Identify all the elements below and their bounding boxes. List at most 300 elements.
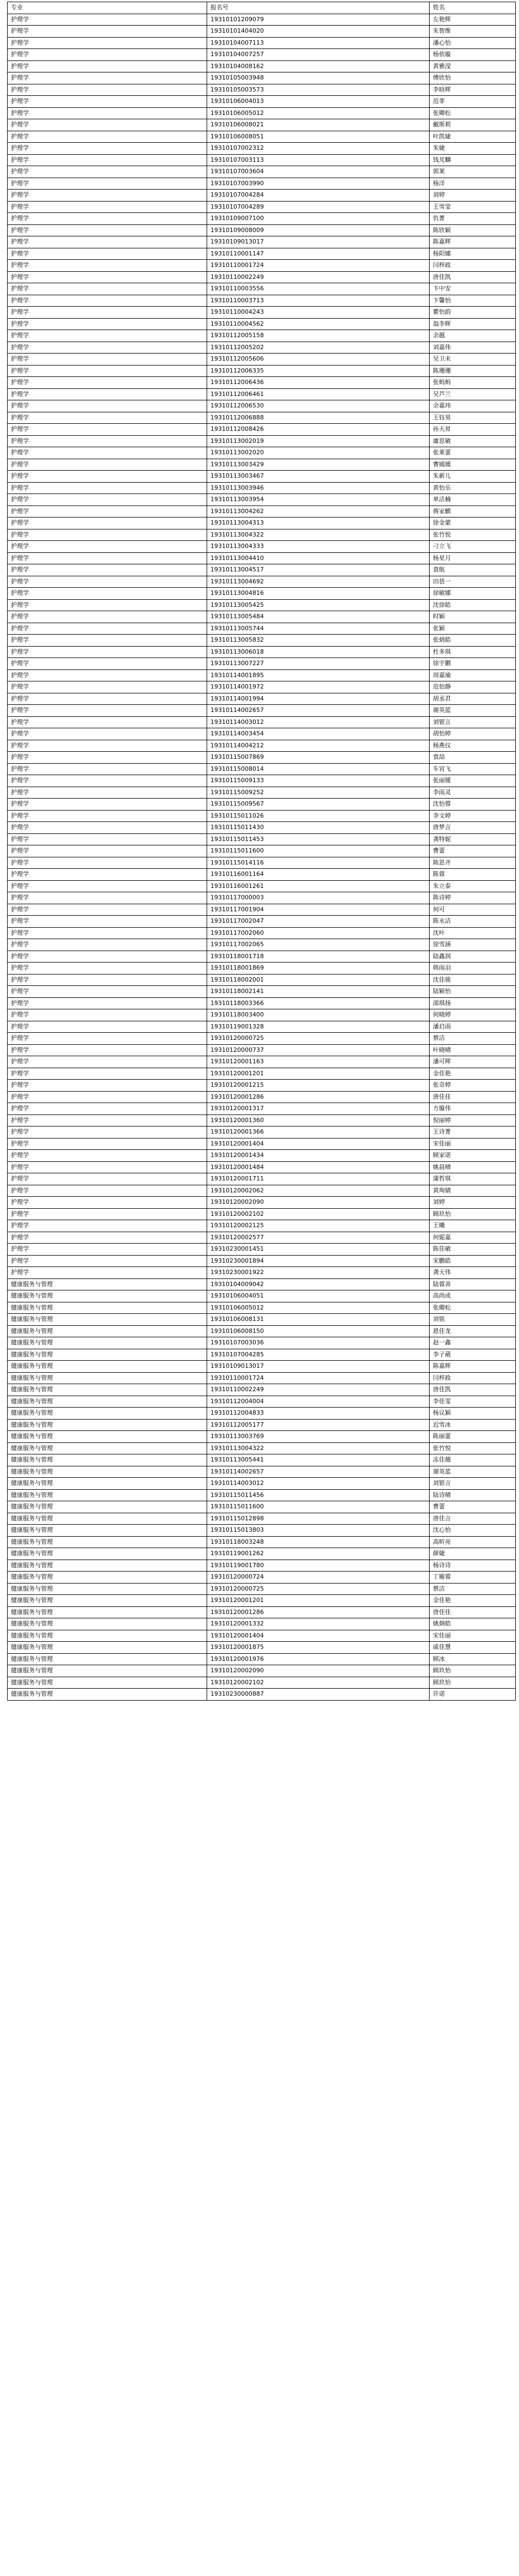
cell-major: 护理学 [8,435,207,447]
cell-registration-number: 19310113003769 [207,1431,430,1443]
cell-major: 护理学 [8,752,207,764]
cell-name: 钱芃麟 [430,154,516,166]
table-row [8,1489,516,1501]
cell-major: 护理学 [8,1009,207,1021]
cell-major: 护理学 [8,1091,207,1103]
cell-registration-number: 19310120000725 [207,1033,430,1045]
cell-registration-number: 19310105003948 [207,72,430,84]
cell-name: 王曦 [430,1220,516,1232]
cell-major: 护理学 [8,412,207,424]
table-row [8,201,516,213]
cell-major: 健康服务与管理 [8,1606,207,1618]
cell-name: 徐敏娜 [430,588,516,600]
cell-registration-number: 19310120000724 [207,1572,430,1584]
table-row [8,1126,516,1138]
cell-registration-number: 19310113005441 [207,1454,430,1466]
cell-name: 周嘉瑜 [430,669,516,681]
cell-major: 健康服务与管理 [8,1361,207,1373]
cell-registration-number: 19310106008021 [207,119,430,131]
cell-registration-number: 19310113005484 [207,611,430,623]
cell-registration-number: 19310113002020 [207,447,430,459]
cell-registration-number: 19310110001147 [207,248,430,260]
cell-major: 健康服务与管理 [8,1665,207,1677]
cell-major: 护理学 [8,354,207,366]
table-row [8,1325,516,1337]
table-row [8,517,516,529]
table-row [8,1442,516,1454]
cell-major: 健康服务与管理 [8,1442,207,1454]
cell-registration-number: 19310112006461 [207,388,430,400]
cell-major: 护理学 [8,693,207,705]
table-row [8,342,516,354]
cell-major: 护理学 [8,1080,207,1092]
cell-registration-number: 19310113005832 [207,635,430,647]
table-row [8,1080,516,1092]
cell-major: 健康服务与管理 [8,1314,207,1326]
cell-registration-number: 19310114003454 [207,728,430,740]
cell-name: 朱婕 [430,143,516,155]
cell-major: 护理学 [8,1185,207,1197]
table-row [8,1548,516,1560]
table-row [8,1630,516,1642]
cell-registration-number: 19310109013017 [207,1361,430,1373]
cell-major: 护理学 [8,318,207,330]
cell-major: 护理学 [8,1161,207,1173]
cell-name: 杨阳娜 [430,248,516,260]
cell-registration-number: 19310114001972 [207,681,430,693]
cell-registration-number: 19310104008162 [207,60,430,72]
cell-name: 黄雅滢 [430,60,516,72]
table-row [8,1091,516,1103]
table-row [8,1525,516,1537]
cell-major: 健康服务与管理 [8,1278,207,1290]
cell-major: 护理学 [8,1220,207,1232]
table-row [8,669,516,681]
cell-registration-number: 19310230001922 [207,1267,430,1279]
table-row [8,1642,516,1654]
table-row [8,1349,516,1361]
cell-major: 健康服务与管理 [8,1513,207,1525]
cell-name: 许诺 [430,1689,516,1701]
cell-name: 唐佳凯 [430,271,516,283]
table-row [8,1466,516,1478]
cell-registration-number: 19310115011600 [207,1501,430,1513]
cell-registration-number: 19310120002577 [207,1232,430,1244]
table-row [8,1384,516,1396]
cell-major: 护理学 [8,49,207,61]
cell-major: 护理学 [8,1044,207,1056]
cell-registration-number: 19310118003366 [207,997,430,1009]
cell-major: 护理学 [8,307,207,319]
table-row [8,1278,516,1290]
cell-registration-number: 19310106008131 [207,1314,430,1326]
cell-registration-number: 19310120002090 [207,1197,430,1209]
cell-registration-number: 19310120001434 [207,1150,430,1162]
cell-registration-number: 19310115007869 [207,752,430,764]
cell-major: 护理学 [8,880,207,892]
cell-name: 吴卫未 [430,354,516,366]
cell-name: 庸思敏 [430,435,516,447]
cell-name: 何晓婷 [430,1009,516,1021]
cell-name: 顾玖怡 [430,1665,516,1677]
cell-registration-number: 19310114004212 [207,740,430,752]
cell-registration-number: 19310120001201 [207,1068,430,1080]
cell-name: 沈徐皓 [430,599,516,611]
table-row [8,84,516,96]
cell-major: 健康服务与管理 [8,1384,207,1396]
cell-name: 张卿松 [430,107,516,119]
cell-registration-number: 19310120001215 [207,1080,430,1092]
cell-major: 护理学 [8,822,207,834]
table-row [8,1068,516,1080]
table-row [8,1513,516,1525]
cell-major: 护理学 [8,635,207,647]
table-row [8,599,516,611]
table-body [8,14,516,1700]
table-row [8,354,516,366]
cell-name: 陆诗晴 [430,1489,516,1501]
cell-name: 刘银言 [430,716,516,728]
cell-registration-number: 19310120001875 [207,1642,430,1654]
cell-registration-number: 19310118002141 [207,986,430,998]
table-row [8,1290,516,1302]
cell-registration-number: 19310115009252 [207,787,430,799]
table-row [8,681,516,693]
table-row [8,1197,516,1209]
cell-name: 潘心怡 [430,37,516,49]
cell-name: 龚特妮 [430,833,516,845]
table-row [8,880,516,892]
cell-name: 高昕亮 [430,1536,516,1548]
cell-major: 健康服务与管理 [8,1419,207,1431]
cell-name: 杨议颖 [430,1408,516,1420]
cell-registration-number: 19310106008051 [207,131,430,143]
table-row [8,927,516,939]
cell-major: 护理学 [8,588,207,600]
cell-registration-number: 19310107003113 [207,154,430,166]
cell-registration-number: 19310112006888 [207,412,430,424]
header-major: 专业 [8,2,207,14]
cell-name: 曹嫣媛 [430,459,516,471]
cell-registration-number: 19310120001286 [207,1606,430,1618]
table-row [8,904,516,916]
table-row [8,716,516,728]
enrollment-table [7,2,516,1701]
cell-name: 何妮嘉 [430,1232,516,1244]
cell-registration-number: 19310110003556 [207,283,430,295]
cell-registration-number: 19310118003400 [207,1009,430,1021]
cell-registration-number: 19310110002249 [207,271,430,283]
cell-major: 护理学 [8,84,207,96]
cell-name: 范菲 [430,96,516,108]
cell-name: 仇菁 [430,213,516,225]
cell-major: 护理学 [8,190,207,202]
cell-name: 陈丽蕾 [430,1431,516,1443]
cell-name: 曹蕾 [430,845,516,857]
cell-registration-number: 19310120001332 [207,1618,430,1630]
table-row [8,658,516,670]
cell-major: 健康服务与管理 [8,1349,207,1361]
cell-registration-number: 19310101404020 [207,26,430,38]
cell-registration-number: 19310115011600 [207,845,430,857]
cell-name: 卞馨怡 [430,295,516,307]
cell-registration-number: 19310115009133 [207,775,430,787]
cell-major: 护理学 [8,517,207,529]
cell-registration-number: 19310115013803 [207,1525,430,1537]
cell-name: 倪丽婷 [430,1115,516,1126]
table-row [8,892,516,904]
cell-registration-number: 19310113004692 [207,576,430,588]
cell-name: 瞿怡韵 [430,307,516,319]
cell-major: 健康服务与管理 [8,1478,207,1490]
table-row [8,1173,516,1185]
cell-name: 潘可辉 [430,1056,516,1068]
cell-registration-number: 19310101209079 [207,14,430,26]
cell-major: 护理学 [8,236,207,248]
cell-registration-number: 19310104009042 [207,1278,430,1290]
cell-major: 健康服务与管理 [8,1431,207,1443]
cell-major: 护理学 [8,997,207,1009]
cell-major: 护理学 [8,201,207,213]
cell-name: 唐佳佳 [430,1606,516,1618]
cell-major: 护理学 [8,529,207,541]
table-row [8,494,516,506]
cell-name: 杨星月 [430,552,516,564]
cell-major: 健康服务与管理 [8,1642,207,1654]
cell-major: 护理学 [8,1244,207,1256]
table-row [8,1419,516,1431]
cell-name: 陈珊珊 [430,365,516,377]
cell-registration-number: 19310118003248 [207,1536,430,1548]
cell-registration-number: 19310109007100 [207,213,430,225]
cell-registration-number: 19310120002102 [207,1677,430,1689]
cell-major: 护理学 [8,611,207,623]
cell-major: 护理学 [8,599,207,611]
cell-name: 李佳雯 [430,1396,516,1408]
cell-name: 顾玖怡 [430,1677,516,1689]
cell-registration-number: 19310112005158 [207,330,430,342]
cell-major: 健康服务与管理 [8,1618,207,1630]
cell-major: 护理学 [8,271,207,283]
cell-name: 韩雨羽 [430,963,516,975]
cell-name: 唐佳凯 [430,1384,516,1396]
cell-registration-number: 19310120002102 [207,1208,430,1220]
cell-major: 护理学 [8,986,207,998]
cell-registration-number: 19310105003573 [207,84,430,96]
cell-name: 郭莱 [430,166,516,178]
table-row [8,1314,516,1326]
table-row [8,154,516,166]
table-row [8,26,516,38]
cell-name: 薛婕 [430,1548,516,1560]
table-row [8,388,516,400]
cell-name: 唐梦言 [430,822,516,834]
cell-major: 护理学 [8,658,207,670]
table-row [8,552,516,564]
cell-major: 护理学 [8,1056,207,1068]
cell-major: 护理学 [8,799,207,811]
cell-major: 护理学 [8,400,207,412]
cell-registration-number: 19310115014116 [207,857,430,869]
cell-registration-number: 19310112006436 [207,377,430,389]
cell-registration-number: 19310109013017 [207,236,430,248]
table-row [8,1372,516,1384]
table-row [8,775,516,787]
table-row [8,143,516,155]
table-row [8,1337,516,1349]
table-row [8,1244,516,1256]
table-row [8,365,516,377]
cell-name: 刘银言 [430,1478,516,1490]
cell-major: 护理学 [8,96,207,108]
cell-major: 护理学 [8,857,207,869]
table-row [8,178,516,190]
cell-major: 护理学 [8,1021,207,1033]
table-row [8,119,516,131]
table-row [8,564,516,576]
cell-registration-number: 19310116001261 [207,880,430,892]
cell-name: 时颖 [430,611,516,623]
cell-name: 陈嘉辉 [430,236,516,248]
cell-major: 护理学 [8,60,207,72]
cell-major: 健康服务与管理 [8,1372,207,1384]
cell-major: 护理学 [8,424,207,436]
cell-registration-number: 19310107003604 [207,166,430,178]
table-row [8,307,516,319]
table-row [8,997,516,1009]
cell-registration-number: 19310109008009 [207,224,430,236]
cell-major: 护理学 [8,927,207,939]
cell-name: 王雪莹 [430,201,516,213]
cell-name: 蔡洁 [430,1583,516,1595]
cell-major: 健康服务与管理 [8,1595,207,1607]
cell-name: 曹蕾 [430,1501,516,1513]
cell-major: 护理学 [8,576,207,588]
cell-registration-number: 19310120000737 [207,1044,430,1056]
table-row [8,400,516,412]
table-row [8,236,516,248]
cell-registration-number: 19310115008014 [207,763,430,775]
cell-major: 护理学 [8,471,207,483]
cell-registration-number: 19310120001360 [207,1115,430,1126]
table-row [8,986,516,998]
table-row [8,623,516,635]
cell-name: 唐佳言 [430,1513,516,1525]
cell-registration-number: 19310107004289 [207,201,430,213]
cell-registration-number: 19310120001163 [207,1056,430,1068]
cell-name: 顾玖怡 [430,1208,516,1220]
cell-name: 沈心怡 [430,1525,516,1537]
cell-registration-number: 19310113005425 [207,599,430,611]
cell-name: 余嘉玮 [430,400,516,412]
cell-name: 刘婷 [430,1197,516,1209]
cell-major: 护理学 [8,365,207,377]
cell-registration-number: 19310120001404 [207,1630,430,1642]
cell-major: 护理学 [8,248,207,260]
table-row [8,1396,516,1408]
cell-registration-number: 19310120001484 [207,1161,430,1173]
cell-name: 黄珣婧 [430,1185,516,1197]
table-row [8,974,516,986]
cell-registration-number: 19310115011430 [207,822,430,834]
cell-name: 唐佳佳 [430,1091,516,1103]
cell-registration-number: 19310120002062 [207,1185,430,1197]
cell-name: 范怡静 [430,681,516,693]
cell-name: 陈欣颖 [430,224,516,236]
cell-name: 朱智维 [430,26,516,38]
cell-name: 张卿松 [430,1302,516,1314]
table-row [8,646,516,658]
cell-name: 方璇伟 [430,1103,516,1115]
cell-major: 护理学 [8,14,207,26]
cell-major: 护理学 [8,740,207,752]
table-row [8,435,516,447]
cell-name: 徐宇鹏 [430,658,516,670]
table-row [8,377,516,389]
table-row [8,845,516,857]
table-row [8,963,516,975]
cell-registration-number: 19310106005012 [207,107,430,119]
cell-name: 闫梓政 [430,260,516,272]
cell-name: 袁喆 [430,752,516,764]
cell-name: 顾家诺 [430,1150,516,1162]
cell-registration-number: 19310113003467 [207,471,430,483]
table-row [8,1677,516,1689]
cell-registration-number: 19310120001366 [207,1126,430,1138]
table-row [8,939,516,951]
cell-registration-number: 19310107003990 [207,178,430,190]
cell-major: 护理学 [8,623,207,635]
cell-name: 冻佳薇 [430,1454,516,1466]
cell-major: 护理学 [8,775,207,787]
cell-registration-number: 19310112008426 [207,424,430,436]
cell-major: 健康服务与管理 [8,1630,207,1642]
table-row [8,1572,516,1584]
cell-registration-number: 19310230001894 [207,1255,430,1267]
cell-registration-number: 19310115011456 [207,1489,430,1501]
cell-registration-number: 19310113004313 [207,517,430,529]
cell-registration-number: 19310114002657 [207,1466,430,1478]
cell-name: 张蚂蚂 [430,377,516,389]
table-row [8,705,516,717]
cell-registration-number: 19310104007113 [207,37,430,49]
cell-major: 护理学 [8,377,207,389]
cell-name: 沈叶 [430,927,516,939]
cell-major: 健康服务与管理 [8,1396,207,1408]
table-row [8,728,516,740]
cell-major: 健康服务与管理 [8,1466,207,1478]
table-row [8,283,516,295]
cell-registration-number: 19310115012898 [207,1513,430,1525]
cell-major: 护理学 [8,447,207,459]
table-row [8,412,516,424]
table-row [8,1665,516,1677]
cell-registration-number: 19310106004013 [207,96,430,108]
cell-major: 护理学 [8,916,207,928]
cell-registration-number: 19310110001724 [207,260,430,272]
cell-major: 健康服务与管理 [8,1302,207,1314]
cell-name: 杜多琪 [430,646,516,658]
cell-registration-number: 19310120002090 [207,1665,430,1677]
cell-name: 田蓓一 [430,576,516,588]
cell-major: 健康服务与管理 [8,1337,207,1349]
cell-major: 健康服务与管理 [8,1583,207,1595]
cell-registration-number: 19310106004051 [207,1290,430,1302]
cell-major: 健康服务与管理 [8,1290,207,1302]
cell-major: 健康服务与管理 [8,1408,207,1420]
cell-registration-number: 19310110004562 [207,318,430,330]
cell-registration-number: 19310114003012 [207,716,430,728]
